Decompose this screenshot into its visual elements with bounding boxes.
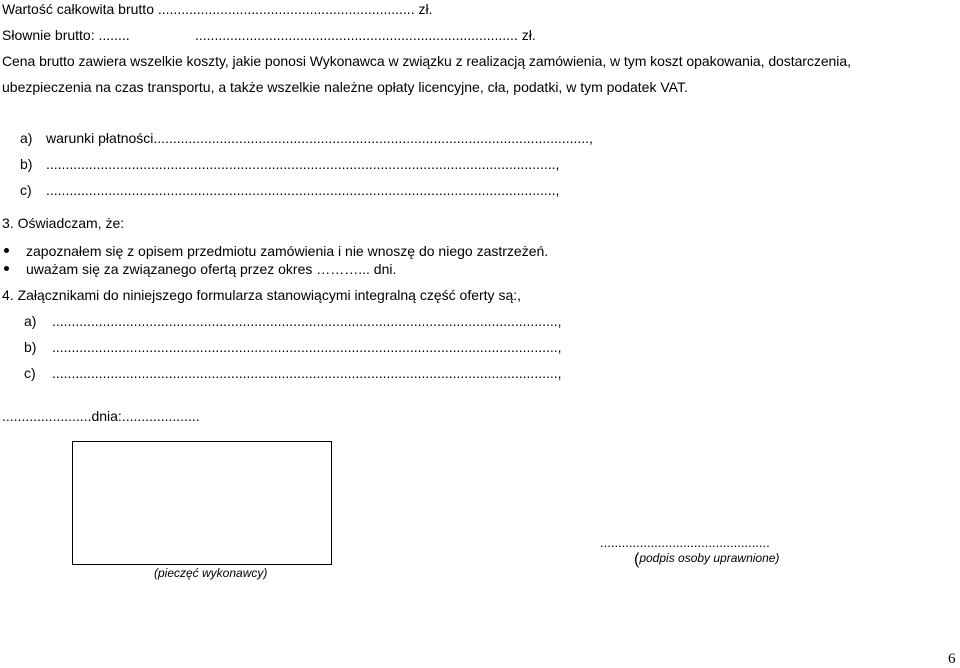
attachment-text-b: .................................................................................................................................., [52, 339, 562, 355]
condition-text-a: warunki płatności................................................................................................................, [46, 130, 593, 146]
declaration-item: zapoznałem się z opisem przedmiotu zamówienia i nie wnoszę do niego zastrzeżeń. [26, 243, 549, 259]
stamp-caption: (pieczęć wykonawcy) [154, 566, 268, 580]
signature-caption-paren: ( [634, 551, 640, 568]
signature-caption-text: podpis osoby uprawnione) [639, 551, 780, 565]
attachment-text-a: .................................................................................................................................., [52, 313, 562, 329]
condition-marker-a: a) [20, 130, 33, 146]
signature-dots: ............................................... [600, 535, 770, 550]
attachment-marker-c: c) [24, 365, 36, 381]
stamp-box [72, 441, 332, 565]
bullet-icon [4, 248, 9, 253]
signature-caption [634, 550, 779, 568]
declaration-item: uważam się za związanego ofertą przez okres ………... dni. [26, 261, 397, 277]
gross-total-line: Wartość całkowita brutto .................................................................. zł. [2, 1, 433, 17]
condition-marker-b: b) [20, 156, 33, 172]
price-note-line-1: Cena brutto zawiera wszelkie koszty, jakie ponosi Wykonawca w związku z realizacją zamówienia, w tym koszt opakowania, dostarczenia, [2, 53, 851, 69]
condition-marker-c: c) [20, 182, 32, 198]
attachment-text-c: .................................................................................................................................., [52, 365, 562, 381]
condition-text-b: ..................................................................................................................................., [46, 156, 560, 172]
gross-in-words-label: Słownie brutto: ........ [2, 27, 130, 43]
condition-text-c: ..................................................................................................................................., [46, 182, 560, 198]
section-4-heading: 4. Załącznikami do niniejszego formularza stanowiącymi integralną część oferty są:, [2, 287, 522, 303]
bullet-icon [4, 266, 9, 271]
attachment-marker-b: b) [24, 339, 37, 355]
attachment-marker-a: a) [24, 313, 37, 329]
gross-in-words-end: ................................................................................... zł. [195, 27, 536, 43]
price-note-line-2: ubezpieczenia na czas transportu, a także wszelkie należne opłaty licencyjne, cła, podatki, w tym podatek VAT. [2, 79, 688, 95]
date-line: .......................dnia:.................... [2, 408, 200, 424]
section-3-heading: 3. Oświadczam, że: [2, 215, 125, 231]
page-number: 6 [948, 651, 956, 667]
